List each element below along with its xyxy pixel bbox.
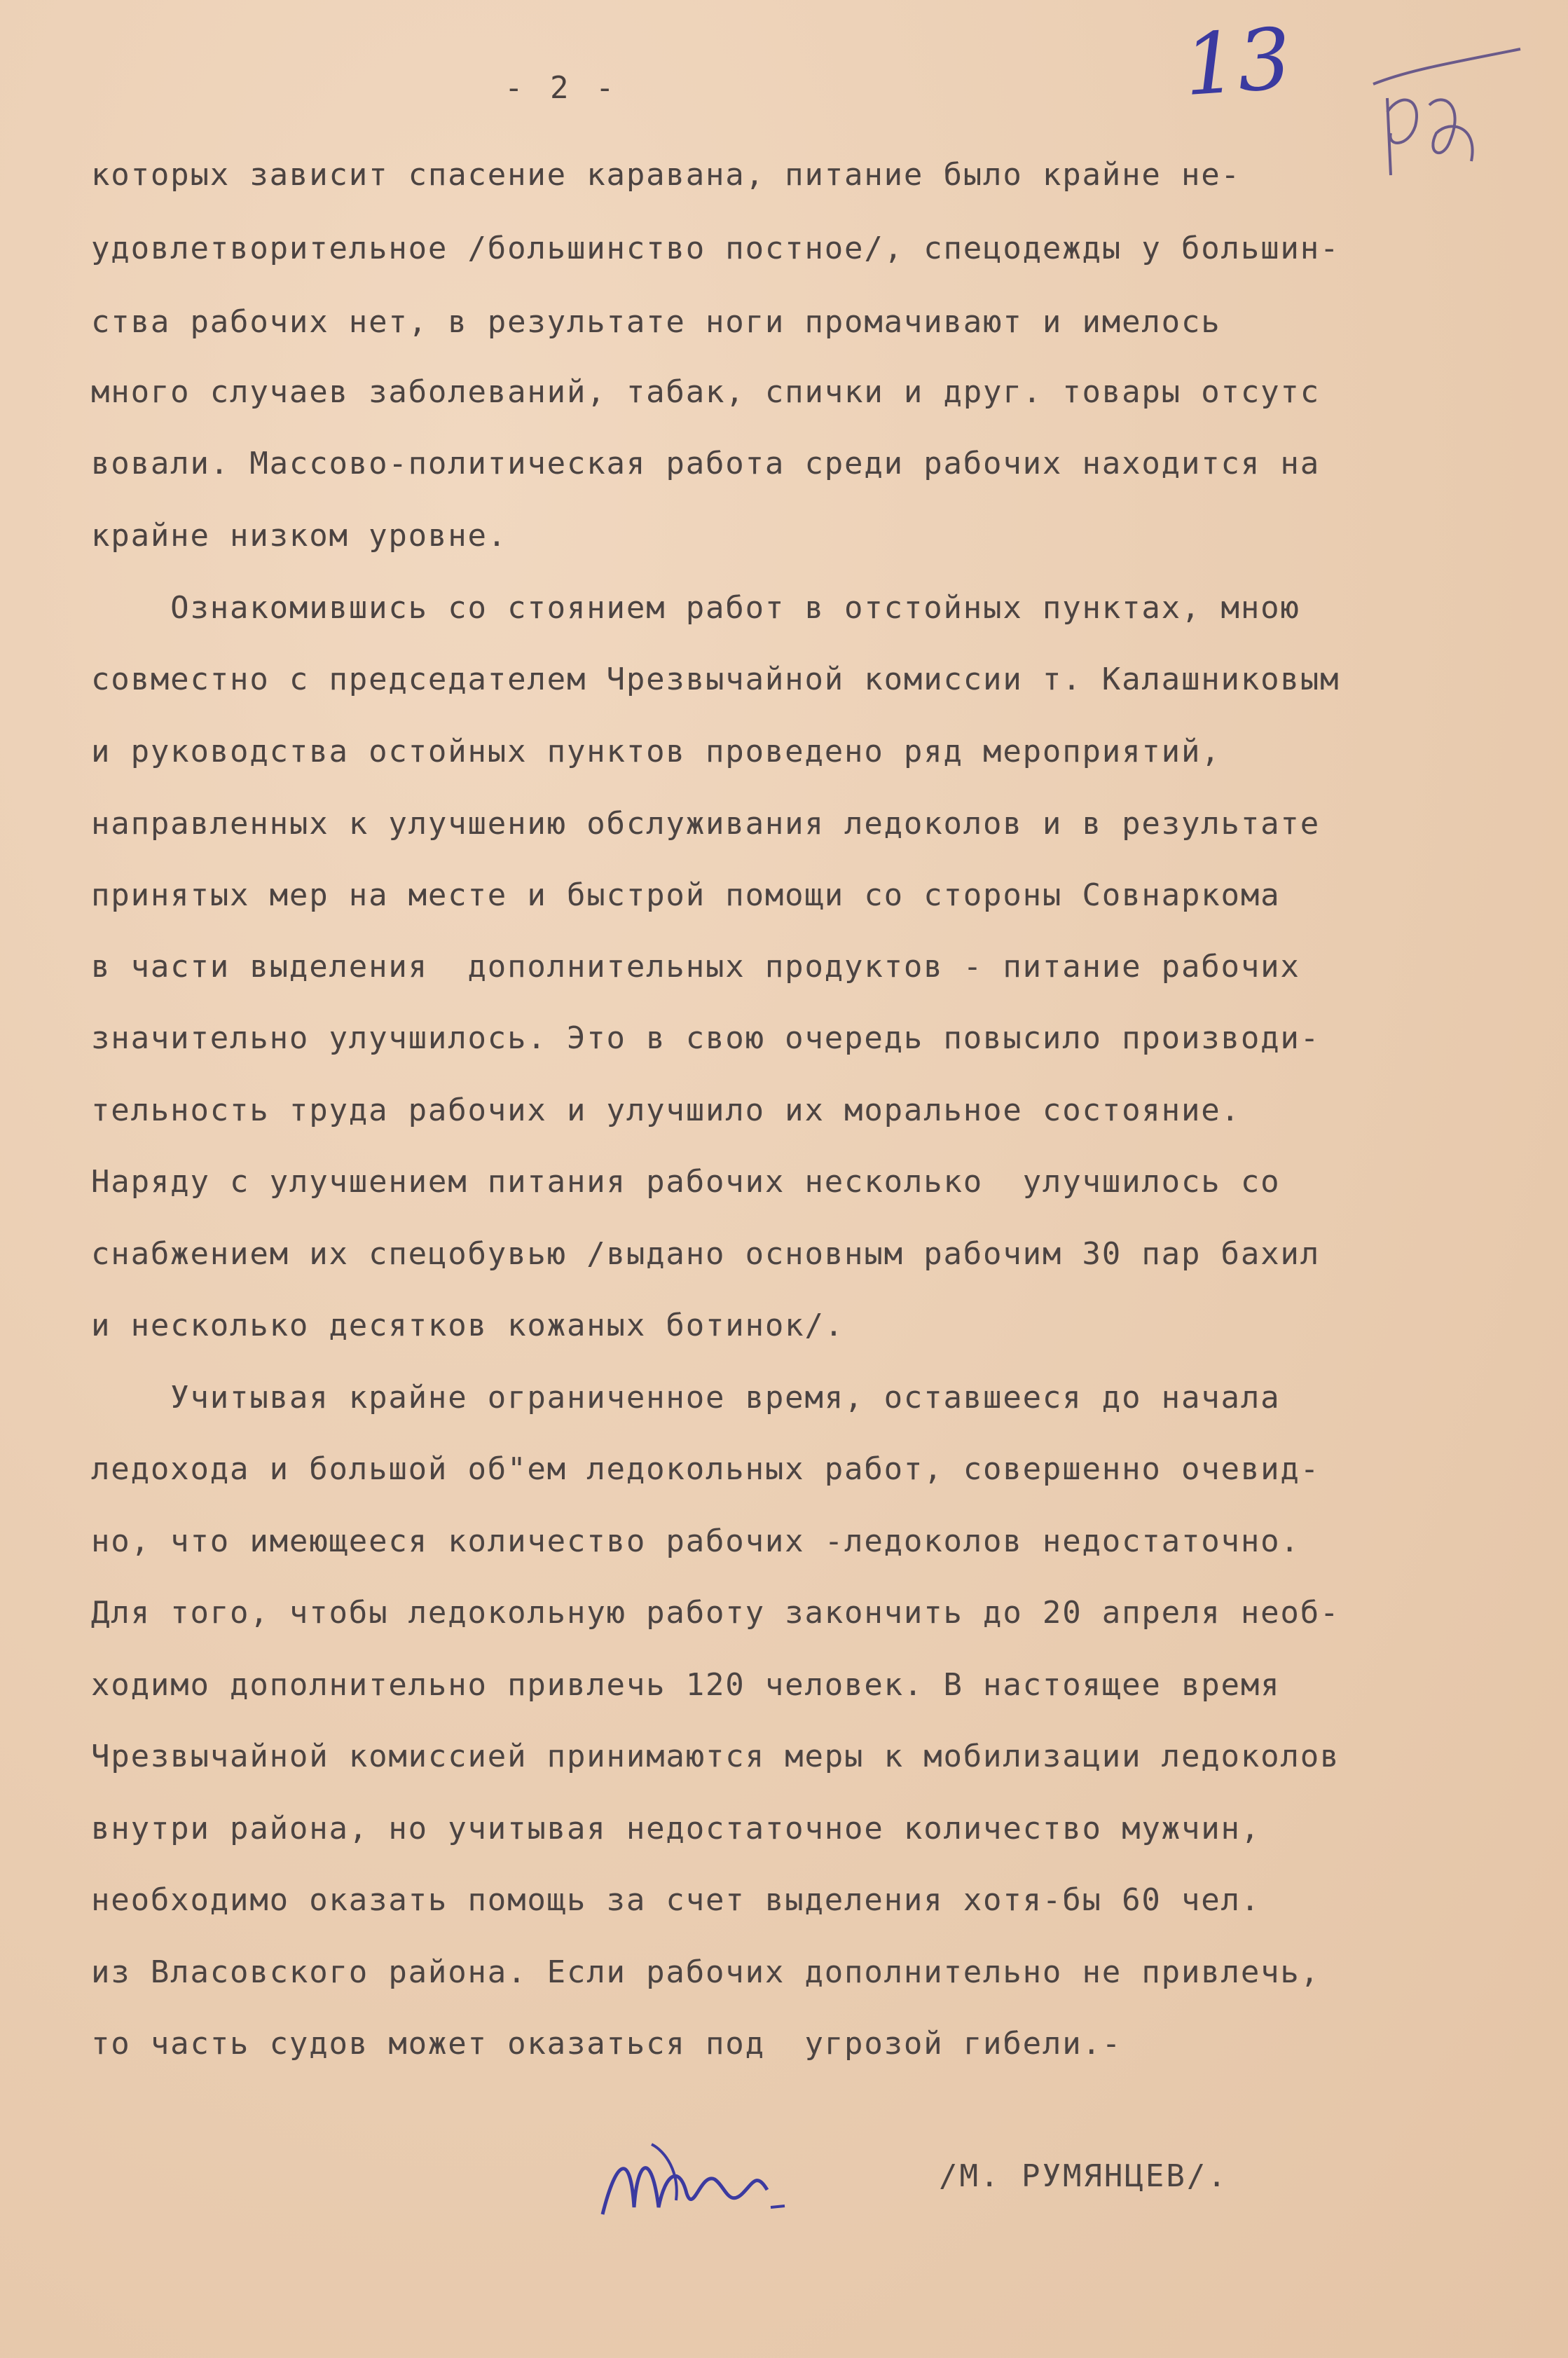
text-line: ства рабочих нет, в результате ноги промачивают и имелось [91, 304, 1221, 340]
text-line: Ознакомившись со стоянием работ в отстойных пунктах, мною [91, 590, 1300, 626]
text-line: ходимо дополнительно привлечь 120 человек. В настоящее время [91, 1667, 1281, 1703]
text-line: Чрезвычайной комиссией принимаются меры к мобилизации ледоколов [91, 1739, 1340, 1774]
text-line: совместно с председателем Чрезвычайной комиссии т. Калашниковым [91, 662, 1340, 697]
text-line: удовлетворительное /большинство постное/, спецодежды у большин- [91, 231, 1340, 266]
text-line: то часть судов может оказаться под угрозой гибели.- [91, 2026, 1122, 2062]
text-line: Для того, чтобы ледокольную работу закончить до 20 апреля необ- [91, 1595, 1340, 1631]
text-line: тельность труда рабочих и улучшило их моральное состояние. [91, 1092, 1241, 1128]
text-line: необходимо оказать помощь за счет выделения хотя-бы 60 чел. [91, 1882, 1261, 1918]
text-line: в части выделения дополнительных продуктов - питание рабочих [91, 949, 1300, 985]
text-line: направленных к улучшению обслуживания ледоколов и в результате [91, 806, 1320, 842]
text-line: крайне низком уровне. [91, 518, 508, 554]
signer-name: /М. РУМЯНЦЕВ/. [939, 2158, 1228, 2194]
text-line: Учитывая крайне ограниченное время, оставшееся до начала [91, 1380, 1281, 1416]
text-line: значительно улучшилось. Это в свою очередь повысило производи- [91, 1020, 1320, 1056]
page-number: - 2 - [504, 70, 619, 106]
text-line: вовали. Массово-политическая работа среди рабочих находится на [91, 446, 1320, 481]
text-line: внутри района, но учитывая недостаточное количество мужчин, [91, 1811, 1261, 1846]
text-line: принятых мер на месте и быстрой помощи со стороны Совнаркома [91, 877, 1281, 913]
text-line: и несколько десятков кожаных ботинок/. [91, 1308, 845, 1343]
text-line: Наряду с улучшением питания рабочих несколько улучшилось со [91, 1164, 1281, 1200]
text-line: но, что имеющееся количество рабочих -ледоколов недостаточно. [91, 1523, 1300, 1559]
text-line: много случаев заболеваний, табак, спички и друг. товары отсутс [91, 374, 1320, 410]
text-line: и руководства остойных пунктов проведено ряд мероприятий, [91, 734, 1221, 769]
text-line: ледохода и большой об"ем ледокольных работ, совершенно очевид- [91, 1451, 1320, 1487]
text-line: которых зависит спасение каравана, питание было крайне не- [91, 157, 1241, 193]
text-line: снабжением их спецобувью /выдано основным рабочим 30 пар бахил [91, 1236, 1320, 1272]
text-line: из Власовского района. Если рабочих дополнительно не привлечь, [91, 1954, 1320, 1990]
folio-number-handwritten: 13 [1181, 10, 1295, 116]
signature [596, 2130, 827, 2228]
